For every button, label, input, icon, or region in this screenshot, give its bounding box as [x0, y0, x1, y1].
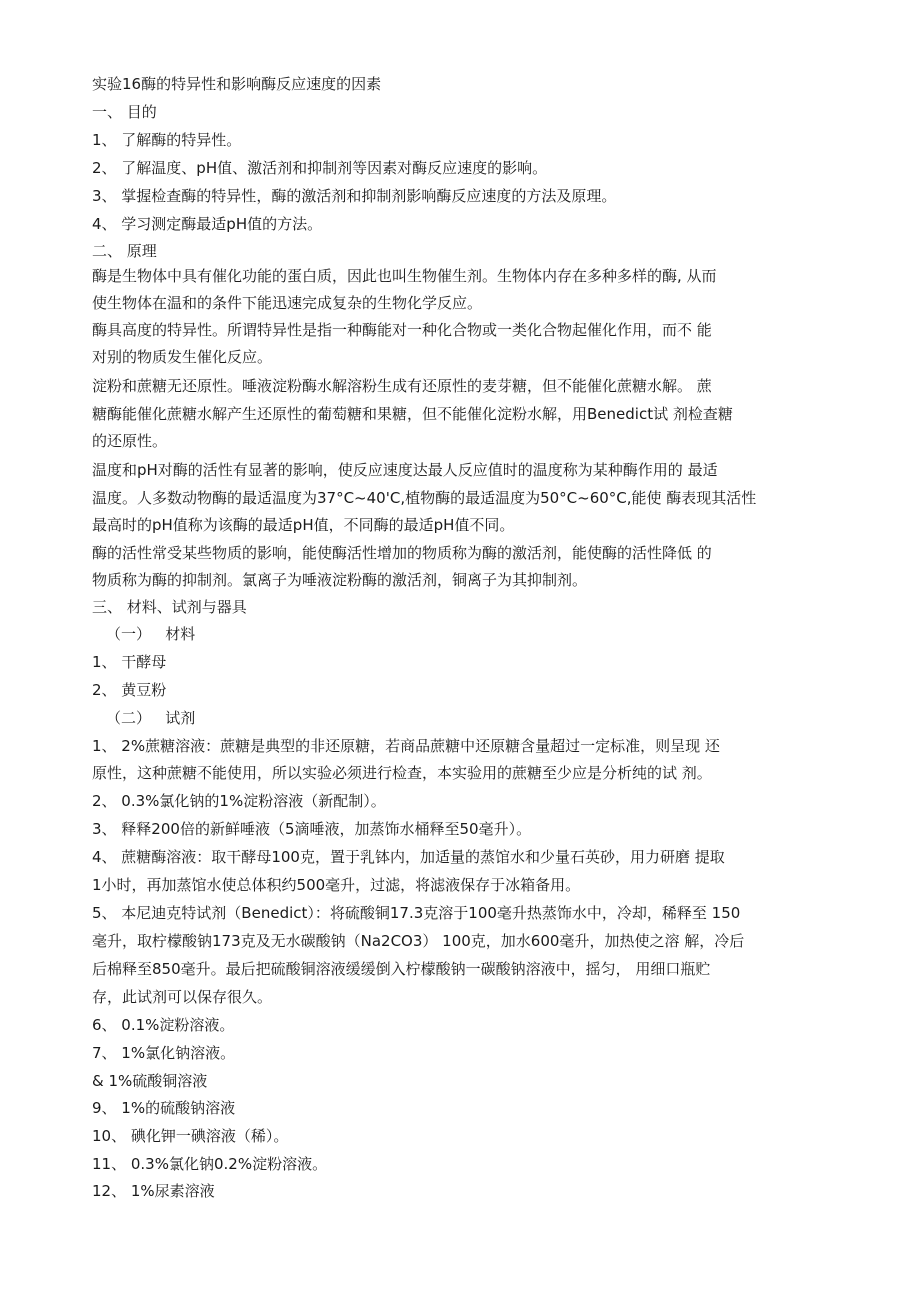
- reagent-line: 后棉释至850毫升。最后把硫酸铜溶液缓缓倒入柠檬酸钠一碳酸钠溶液中，摇匀， 用细口瓶贮: [92, 960, 711, 978]
- subsection-heading-reagents: （二） 试剂: [106, 709, 196, 727]
- reagent-line: 原性，这种蔗糖不能使用，所以实验必须进行检查，本实验用的蔗糖至少应是分析纯的试 剂。: [92, 764, 712, 782]
- paragraph-line: 使生物体在温和的条件下能迅速完成复杂的生物化学反应。: [92, 294, 483, 312]
- section-heading-materials: 三、 材料、试剂与器具: [92, 598, 247, 616]
- paragraph-line: 淀粉和蔗糖无还原性。唾液淀粉酶水解溶粉生成有还原性的麦芽糖，但不能催化蔗糖水解。 蔗: [92, 377, 712, 395]
- reagent-line: & 1%硫酸铜溶液: [92, 1072, 208, 1090]
- reagent-line: 11、 0.3%氯化钠0.2%淀粉溶液。: [92, 1155, 328, 1173]
- section-heading-purpose: 一、 目的: [92, 103, 157, 121]
- reagent-line: 1、 2%蔗糖溶液：蔗糖是典型的非还原糖，若商品蔗糖中还原糖含量超过一定标准，则呈现 还: [92, 737, 720, 755]
- reagent-line: 1小时，再加蒸馆水使总体积约500毫升，过滤，将滤液保存于冰箱备用。: [92, 876, 581, 894]
- paragraph-line: 物质称为酶的抑制剂。氯离子为唾液淀粉酶的激活剂，铜离子为其抑制剂。: [92, 571, 588, 589]
- page-title: 实验16酶的特异性和影响酶反应速度的因素: [92, 75, 382, 93]
- list-item: 4、 学习测定酶最适pH值的方法。: [92, 215, 323, 233]
- reagent-line: 5、 本尼迪克特试剂（Benedict）：将硫酸铜17.3克溶于100毫升热蒸饰水中，冷却，稀释至 150: [92, 904, 741, 922]
- paragraph-line: 温度。人多数动物酶的最适温度为37°C~40'C,植物酶的最适温度为50°C~60°C,能使 酶表现其活性: [92, 489, 757, 507]
- paragraph-line: 温度和pH对酶的活性有显著的影响，使反应速度达最人反应值时的温度称为某种酶作用的 最适: [92, 461, 718, 479]
- reagent-line: 6、 0.1%淀粉溶液。: [92, 1016, 235, 1034]
- paragraph-line: 酶具高度的特异性。所谓特异性是指一种酶能对一种化合物或一类化合物起催化作用，而不 能: [92, 321, 712, 339]
- reagent-line: 12、 1%尿素溶液: [92, 1182, 215, 1200]
- paragraph-line: 最高时的pH值称为该酶的最适pH值，不同酶的最适pH值不同。: [92, 516, 515, 534]
- section-heading-principle: 二、 原理: [92, 242, 157, 260]
- reagent-line: 9、 1%的硫酸钠溶液: [92, 1099, 236, 1117]
- reagent-line: 毫升，取柠檬酸钠173克及无水碳酸钠（Na2CO3） 100克，加水600毫升，加热使之溶 解，冷后: [92, 932, 745, 950]
- list-item: 1、 了解酶的特异性。: [92, 131, 242, 149]
- reagent-line: 7、 1%氯化钠溶液。: [92, 1044, 236, 1062]
- paragraph-line: 对别的物质发生催化反应。: [92, 348, 273, 366]
- reagent-line: 存，此试剂可以保存很久。: [92, 988, 273, 1006]
- paragraph-line: 酶是生物体中具有催化功能的蛋白质，因此也叫生物催生剂。生物体内存在多种多样的酶, 从而: [92, 267, 717, 285]
- reagent-line: 2、 0.3%氯化钠的1%淀粉溶液（新配制）。: [92, 792, 386, 810]
- list-item: 1、 干酵母: [92, 653, 167, 671]
- reagent-line: 4、 蔗糖酶溶液：取干酵母100克，置于乳钵内，加适量的蒸馆水和少量石英砂，用力研磨 提取: [92, 848, 725, 866]
- list-item: 2、 了解温度、pH值、激活剂和抑制剂等因素对酶反应速度的影响。: [92, 159, 548, 177]
- list-item: 2、 黄豆粉: [92, 681, 167, 699]
- paragraph-line: 的还原性。: [92, 432, 168, 450]
- reagent-line: 3、 释释200倍的新鲜唾液（5滴唾液，加蒸饰水桶释至50毫升）。: [92, 820, 532, 838]
- paragraph-line: 糖酶能催化蔗糖水解产生还原性的葡萄糖和果糖，但不能催化淀粉水解，用Benedict试 剂检查糖: [92, 405, 733, 423]
- list-item: 3、 掌握检查酶的特异性，酶的激活剂和抑制剂影响酶反应速度的方法及原理。: [92, 187, 617, 205]
- reagent-line: 10、 碘化钾一碘溶液（稀）。: [92, 1127, 289, 1145]
- paragraph-line: 酶的活性常受某些物质的影响，能使酶活性增加的物质称为酶的激活剂，能使酶的活性降低 的: [92, 544, 712, 562]
- subsection-heading-materials: （一） 材料: [106, 625, 196, 643]
